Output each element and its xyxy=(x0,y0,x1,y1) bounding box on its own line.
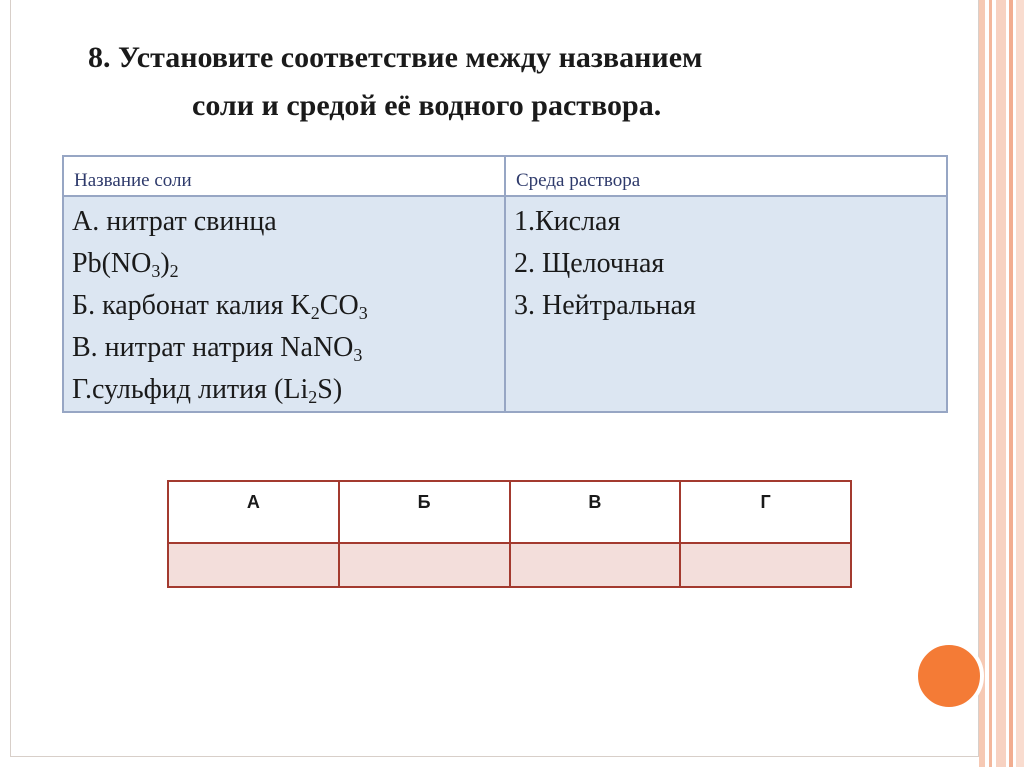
answer-cell-g[interactable] xyxy=(680,543,851,587)
salt-item-a-formula: $Pb(NO_3)_2$ xyxy=(72,248,179,281)
environment-item-3: 3. Нейтральная xyxy=(514,290,696,321)
salt-item-b: Б. карбонат калия $K_2CO_3$ xyxy=(72,290,368,323)
answer-table xyxy=(167,480,852,588)
salt-item-g: Г.сульфид лития $(Li_2S)$ xyxy=(72,374,343,407)
decorative-stripe xyxy=(989,0,992,767)
decorative-stripe xyxy=(1016,0,1024,767)
task-title-line-1: 8. Установите соответствие между названием xyxy=(88,41,703,74)
salt-info-table xyxy=(62,155,948,413)
orange-circle-decoration xyxy=(914,641,984,711)
decorative-stripe xyxy=(979,0,985,767)
salt-item-v: В. нитрат натрия NaNO$_3$ xyxy=(72,332,363,365)
answer-header-b: Б xyxy=(339,481,510,543)
environment-item-1: 1.Кислая xyxy=(514,206,621,237)
answer-cell-v[interactable] xyxy=(510,543,681,587)
environment-list-cell xyxy=(505,196,947,412)
decorative-stripe xyxy=(1009,0,1013,767)
answer-header-g: Г xyxy=(680,481,851,543)
task-title xyxy=(88,34,958,130)
decorative-stripe xyxy=(996,0,1006,767)
solution-environment-header: Среда раствора xyxy=(505,156,947,196)
salt-name-header: Название соли xyxy=(63,156,505,196)
answer-cell-b[interactable] xyxy=(339,543,510,587)
environment-item-2: 2. Щелочная xyxy=(514,248,665,279)
answer-header-v: В xyxy=(510,481,681,543)
salt-item-a: А. нитрат свинца xyxy=(72,206,277,237)
answer-header-a: А xyxy=(168,481,339,543)
answer-cell-a[interactable] xyxy=(168,543,339,587)
task-title-line-2: соли и средой её водного раствора. xyxy=(192,89,662,122)
salt-list-cell xyxy=(63,196,505,412)
